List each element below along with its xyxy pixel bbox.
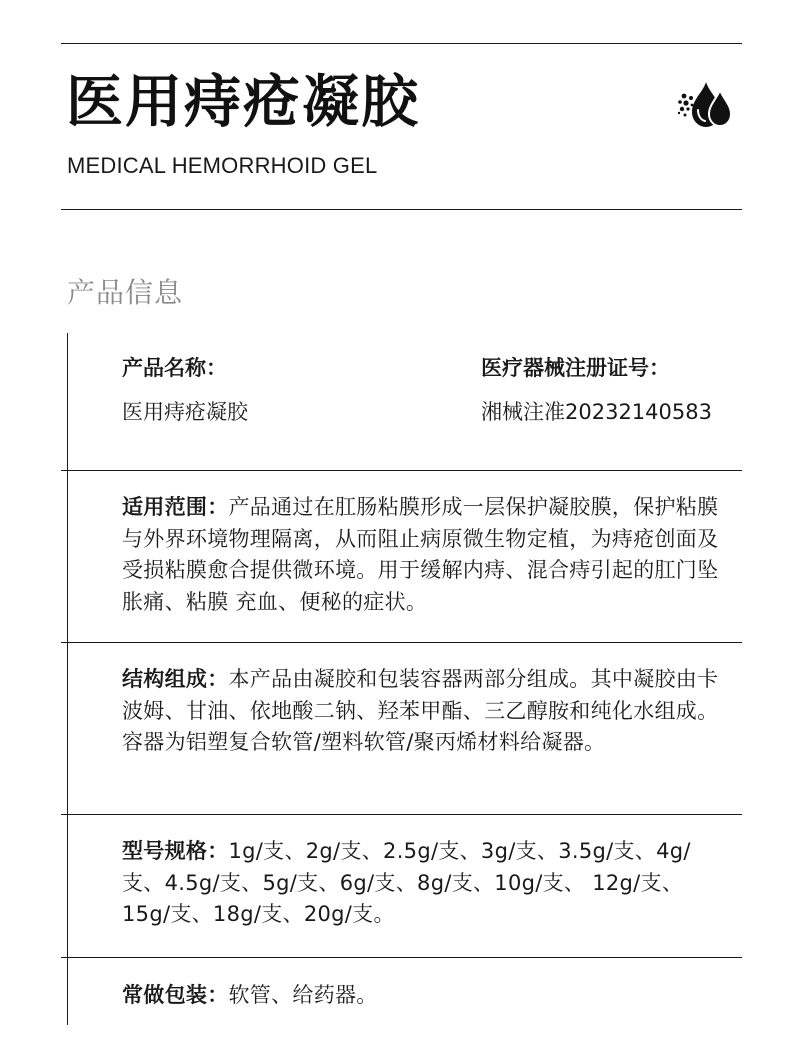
- row-divider: [61, 957, 742, 958]
- left-vertical-line: [67, 333, 68, 1025]
- drops-logo-icon: [676, 78, 736, 130]
- package-text: 软管、给药器。: [228, 983, 378, 1007]
- section-title: 产品信息: [67, 276, 184, 309]
- structure-label: 结构组成：: [122, 667, 229, 691]
- header-divider: [61, 209, 742, 210]
- model-spec-label: 型号规格：: [122, 839, 229, 863]
- top-divider: [61, 43, 742, 44]
- product-title-english: MEDICAL HEMORRHOID GEL: [67, 153, 378, 178]
- row-divider: [61, 814, 742, 815]
- registration-number-value: 湘械注准20232140583: [481, 400, 712, 424]
- model-spec-paragraph: [122, 836, 722, 931]
- structure-text: 本产品由凝胶和包装容器两部分组成。其中凝胶由卡波姆、甘油、依地酸二钠、羟苯甲酯、三乙醇胺和纯化水组成。容器为铝塑复合软管/塑料软管/聚丙烯材料给凝器。: [122, 667, 719, 754]
- scope-paragraph: [122, 492, 722, 618]
- model-spec-text: 1g/支、2g/支、2.5g/支、3g/支、3.5g/支、4g/支、4.5g/支、5g/支、6g/支、8g/支、10g/支、 12g/支、15g/支、18g/支、20g/支。: [122, 839, 691, 926]
- product-name-label: 产品名称：: [122, 356, 227, 380]
- product-title-chinese: 医用痔疮凝胶: [66, 69, 420, 135]
- registration-number-label: 医疗器械注册证号：: [481, 356, 670, 380]
- row-divider: [61, 470, 742, 471]
- product-name-value: 医用痔疮凝胶: [122, 400, 248, 424]
- scope-label: 适用范围：: [122, 495, 229, 519]
- scope-text: 产品通过在肛肠粘膜形成一层保护凝胶膜，保护粘膜与外界环境物理隔离，从而阻止病原微生物定植，为痔疮创面及受损粘膜愈合提供微环境。用于缓解内痔、混合痔引起的肛门坠胀痛、粘膜 充血、便秘的症状。: [122, 495, 719, 614]
- package-label: 常做包装：: [122, 983, 229, 1007]
- structure-paragraph: [122, 664, 722, 759]
- package-paragraph: [122, 980, 722, 1012]
- row-divider: [61, 642, 742, 643]
